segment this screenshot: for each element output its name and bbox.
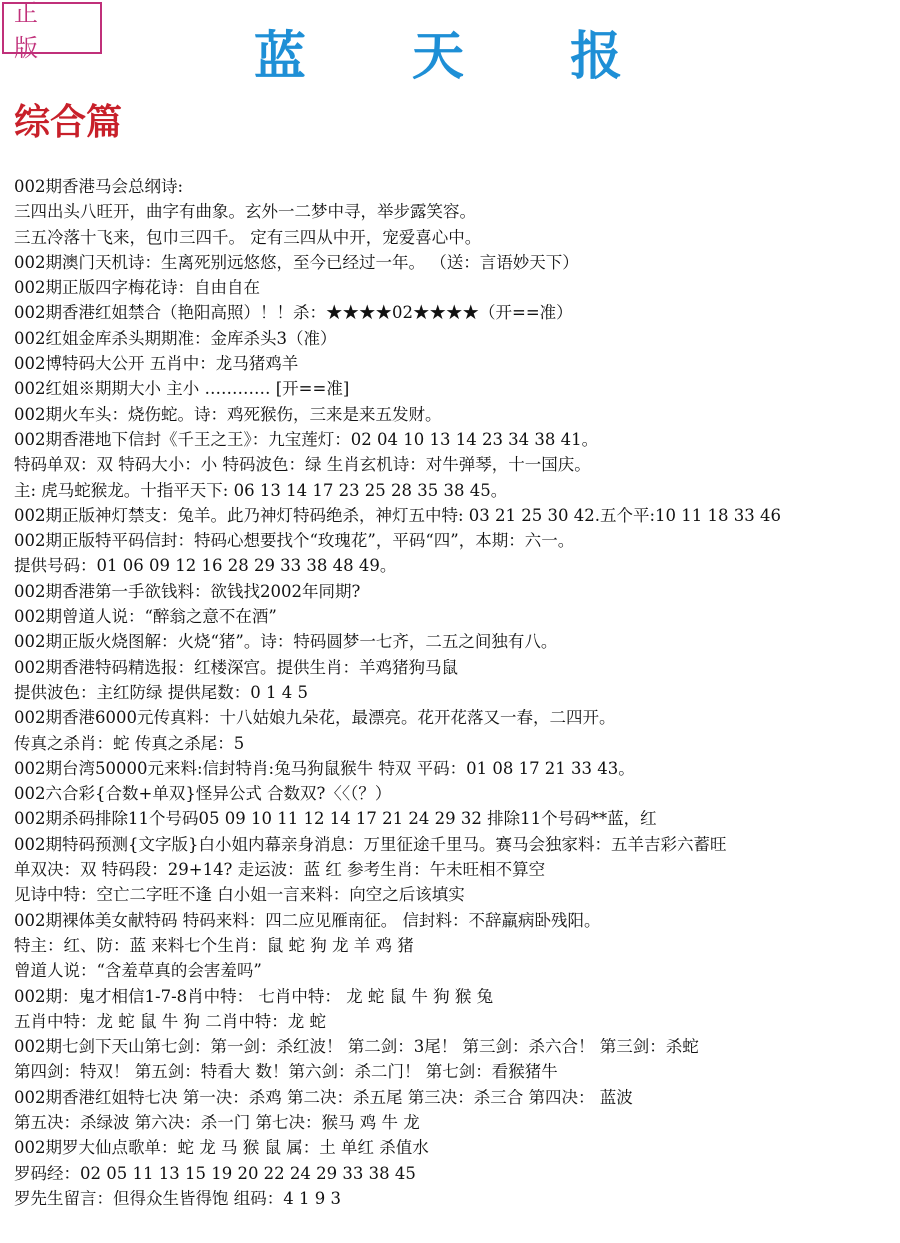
text-line: 特主：红、防：蓝 来料七个生肖：鼠 蛇 狗 龙 羊 鸡 猪: [14, 935, 414, 955]
text-line: 002期裸体美女献特码 特码来料：四二应见雁南征。 信封料：不辞羸病卧残阳。: [14, 910, 601, 930]
text-line: 002期：鬼才相信1-7-8肖中特： 七肖中特： 龙 蛇 鼠 牛 狗 猴 兔: [14, 986, 494, 1006]
text-line: 传真之杀肖：蛇 传真之杀尾：5: [14, 733, 245, 753]
text-line: 002期正版四字梅花诗：自由自在: [14, 278, 260, 298]
text-line: 002期正版火烧图解：火烧“猪”。诗：特码圆梦一七齐，二五之间独有八。: [14, 632, 558, 652]
text-line: 002期香港地下信封《千王之王》：九宝莲灯：02 04 10 13 14 23 34 38 41。: [14, 429, 599, 449]
text-line: 罗先生留言：但得众生皆得饱 组码：4 1 9 3: [14, 1188, 341, 1208]
text-line: 002期香港6000元传真料：十八姑娘九朵花，最漂亮。花开花落又一春，二四开。: [14, 708, 616, 728]
text-line: 002期澳门天机诗：生离死别远悠悠，至今已经过一年。 （送：言语妙天下）: [14, 252, 579, 272]
text-line: 002期台湾50000元来料:信封特肖:兔马狗鼠猴牛 特双 平码：01 08 17 21 33 43。: [14, 758, 635, 778]
text-line: 002六合彩{合数+单双}怪异公式 合数双?〈〈（？）: [14, 784, 392, 804]
newspaper-title: 蓝 天 报: [253, 26, 667, 87]
text-line: 002期香港第一手欲钱料：欲钱找2002年同期?: [14, 581, 361, 601]
genuine-edition-badge: 正 版: [2, 2, 102, 54]
text-line: 002期正版特平码信封：特码心想要找个“玫瑰花”，平码“四”，本期：六一。: [14, 531, 575, 551]
text-line: 002期罗大仙点歌单：蛇 龙 马 猴 鼠 属：土 单红 杀值水: [14, 1138, 429, 1158]
text-line: 提供波色：主红防绿 提供尾数：0 1 4 5: [14, 682, 308, 702]
text-line: 002期七剑下天山第七剑：第一剑：杀红波！ 第二剑：3尾！ 第三剑：杀六合！ 第三剑：杀蛇: [14, 1037, 699, 1057]
text-line: 单双决：双 特码段：29+14? 走运波：蓝 红 参考生肖：午未旺相不算空: [14, 860, 546, 880]
text-line: 002期杀码排除11个号码05 09 10 11 12 14 17 21 24 29 32 排除11个号码**蓝，红: [14, 809, 657, 829]
text-line: 提供号码：01 06 09 12 16 28 29 33 38 48 49。: [14, 556, 397, 576]
text-line: 第五决：杀绿波 第六决：杀一门 第七决：猴马 鸡 牛 龙: [14, 1112, 420, 1132]
text-line: 三四出头八旺开，曲字有曲象。玄外一二梦中寻，举步露笑容。: [14, 202, 476, 222]
text-line: 002期特码预测{文字版}白小姐内幕亲身消息：万里征途千里马。赛马会独家料：五羊吉彩六蓄旺: [14, 834, 727, 854]
text-line: 002期香港特码精选报：红楼深宫。提供生肖：羊鸡猪狗马鼠: [14, 657, 458, 677]
text-line: 特码单双：双 特码大小：小 特码波色：绿 生肖玄机诗：对牛弹琴，十一国庆。: [14, 455, 591, 475]
text-line: 第四剑：特双！ 第五剑：特看大 数！第六剑：杀二门！ 第七剑：看猴猪牛: [14, 1062, 558, 1082]
text-line: 002红姐※期期大小 主小 ………… [开==准]: [14, 379, 350, 399]
text-line: 002期火车头：烧伤蛇。诗：鸡死猴伤，三来是来五发财。: [14, 404, 442, 424]
text-line: 见诗中特：空亡二字旺不逢 白小姐一言来料：向空之后该填实: [14, 885, 465, 905]
text-line: 曾道人说：“含羞草真的会害羞吗”: [14, 961, 262, 981]
text-line: 002博特码大公开 五肖中：龙马猪鸡羊: [14, 354, 299, 374]
text-line: 002期曾道人说：“醉翁之意不在酒”: [14, 607, 277, 627]
text-line: 002期香港红姐禁合（艳阳高照）！！杀：★★★★02★★★★（开==准）: [14, 303, 573, 323]
text-line: 002期正版神灯禁支：兔羊。此乃神灯特码绝杀，神灯五中特: 03 21 25 30 42.五个平:10 11 18 33 46: [14, 505, 782, 525]
text-line: 002期香港马会总纲诗:: [14, 177, 184, 196]
text-line: 三五冷落十飞来，包巾三四千。 定有三四从中开，宠爱喜心中。: [14, 227, 482, 247]
text-line: 主: 虎马蛇猴龙。十指平天下: 06 13 14 17 23 25 28 35 38 45。: [14, 480, 508, 500]
content-lines: [14, 174, 894, 1211]
text-line: 002红姐金库杀头期期准：金库杀头3（准）: [14, 328, 337, 348]
section-heading: 综合篇: [14, 101, 123, 143]
text-line: 002期香港红姐特七决 第一决：杀鸡 第二决：杀五尾 第三决：杀三合 第四决： 蓝波: [14, 1087, 633, 1107]
text-line: 罗码经：02 05 11 13 15 19 20 22 24 29 33 38 45: [14, 1163, 416, 1183]
text-line: 五肖中特：龙 蛇 鼠 牛 狗 二肖中特：龙 蛇: [14, 1011, 326, 1031]
